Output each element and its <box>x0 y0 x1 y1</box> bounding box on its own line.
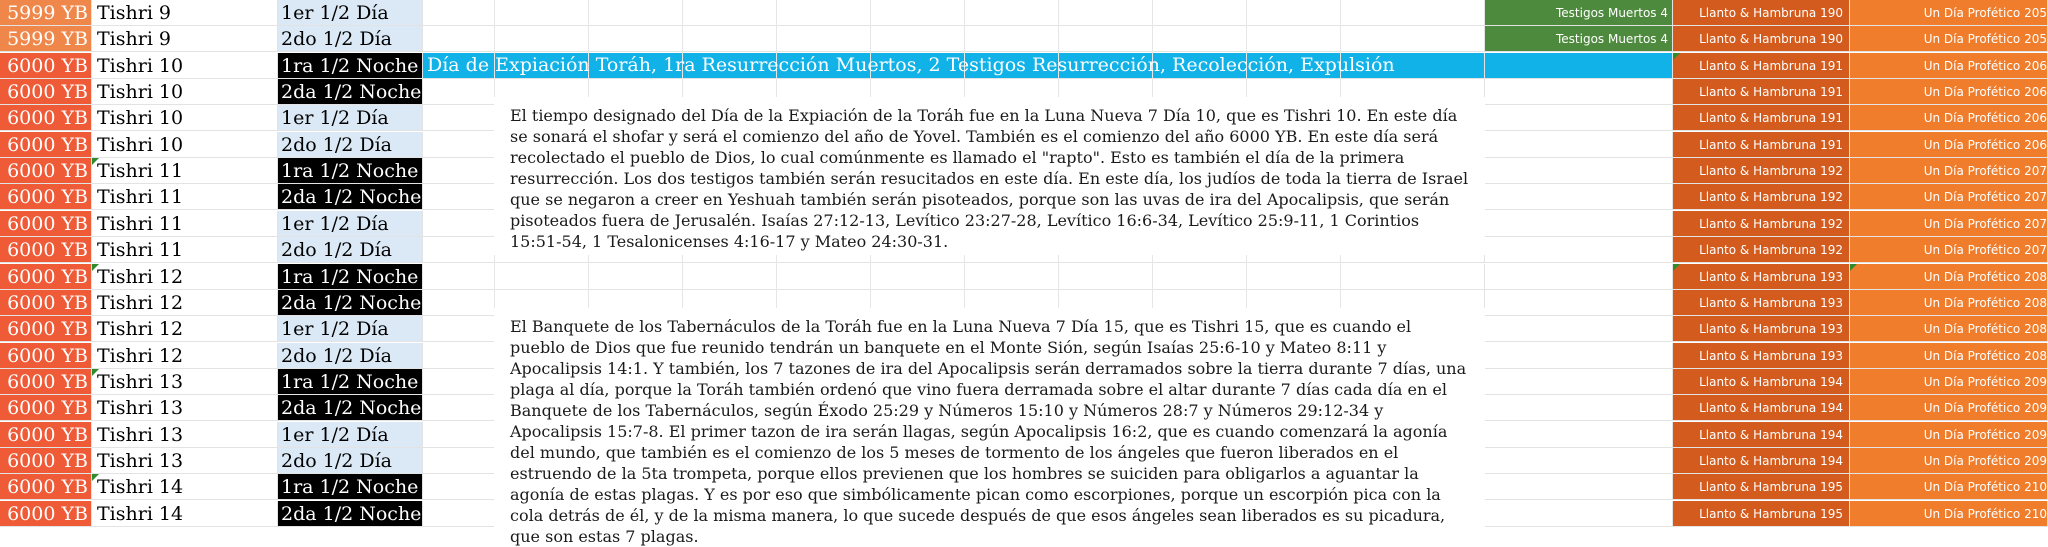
month-cell[interactable]: Tishri 13 <box>92 422 278 448</box>
comment-indicator <box>92 474 99 481</box>
month-cell[interactable]: Tishri 14 <box>92 474 278 500</box>
year-cell[interactable]: 6000 YB <box>0 395 92 421</box>
half-day-cell[interactable]: 2do 1/2 Día <box>278 237 423 263</box>
dia-profetico-cell[interactable]: Un Día Profético 207 <box>1850 237 2048 263</box>
dia-profetico-cell[interactable]: Un Día Profético 209 <box>1850 448 2048 474</box>
llanto-hambruna-cell[interactable]: Llanto & Hambruna 195 <box>1673 501 1850 527</box>
dia-profetico-cell[interactable]: Un Día Profético 206 <box>1850 132 2048 158</box>
month-cell[interactable]: Tishri 13 <box>92 448 278 474</box>
dia-profetico-cell[interactable]: Un Día Profético 207 <box>1850 211 2048 237</box>
year-cell[interactable]: 6000 YB <box>0 211 92 237</box>
testigos-muertos-cell[interactable] <box>1485 474 1673 500</box>
comment-indicator <box>92 264 99 271</box>
half-day-cell[interactable]: 2do 1/2 Día <box>278 132 423 158</box>
half-day-cell[interactable]: 2da 1/2 Noche <box>278 184 423 210</box>
testigos-muertos-cell[interactable] <box>1485 211 1673 237</box>
testigos-muertos-cell[interactable] <box>1485 105 1673 131</box>
half-day-cell[interactable]: 2da 1/2 Noche <box>278 501 423 527</box>
llanto-hambruna-cell[interactable]: Llanto & Hambruna 192 <box>1673 158 1850 184</box>
dia-profetico-cell[interactable]: Un Día Profético 210 <box>1850 501 2048 527</box>
note-expiacion[interactable]: El tiempo designado del Día de la Expiación de la Toráh fue en la Luna Nueva 7 Día 10, que es Tishri 10. En este día se sonará el shofar y será el comienzo del año de Yovel. También es el comienzo del año 6000 YB. En este día será recolectado el pueblo de Dios, lo cual comúnmente es llamado el "rapto". Esto es también el día de la primera resurrección. Los dos testigos también serán resucitados en este día. En este día, los judíos de toda la tierra de Israel que se negaron a creer en Yeshuah también serán pisoteados, porque son las uvas de ira del Apocalipsis, que serán pisoteados fuera de Jerusalén. Isaías 27:12-13, Levítico 23:27-28, Levítico 16:6-34, Levítico 25:9-11, 1 Corintios 15:51-54, 1 Tesalonicenses 4:16-17 y Mateo 24:30-31. <box>494 97 1485 255</box>
testigos-muertos-cell[interactable] <box>1485 395 1673 421</box>
dia-profetico-cell[interactable]: Un Día Profético 206 <box>1850 79 2048 105</box>
llanto-hambruna-cell[interactable]: Llanto & Hambruna 194 <box>1673 422 1850 448</box>
half-day-cell[interactable]: 1er 1/2 Día <box>278 316 423 342</box>
month-cell[interactable]: Tishri 11 <box>92 158 278 184</box>
llanto-hambruna-cell[interactable]: Llanto & Hambruna 190 <box>1673 0 1850 26</box>
comment-indicator <box>92 369 99 376</box>
testigos-muertos-cell[interactable]: Testigos Muertos 4 <box>1485 26 1673 52</box>
dia-profetico-cell[interactable]: Un Día Profético 208 <box>1850 264 2048 290</box>
half-day-cell[interactable]: 2da 1/2 Noche <box>278 395 423 421</box>
testigos-muertos-cell[interactable] <box>1485 448 1673 474</box>
table-row <box>0 264 2048 290</box>
half-day-cell[interactable]: 1ra 1/2 Noche <box>278 53 423 79</box>
empty-cell[interactable] <box>423 26 1485 52</box>
llanto-hambruna-cell[interactable]: Llanto & Hambruna 192 <box>1673 237 1850 263</box>
testigos-muertos-cell[interactable] <box>1485 132 1673 158</box>
testigos-muertos-cell[interactable] <box>1485 501 1673 527</box>
dia-profetico-cell[interactable]: Un Día Profético 210 <box>1850 474 2048 500</box>
half-day-cell[interactable]: 1er 1/2 Día <box>278 0 423 26</box>
month-cell[interactable]: Tishri 13 <box>92 369 278 395</box>
llanto-hambruna-cell[interactable]: Llanto & Hambruna 191 <box>1673 105 1850 131</box>
dia-profetico-cell[interactable]: Un Día Profético 206 <box>1850 105 2048 131</box>
comment-indicator <box>1673 53 1680 60</box>
llanto-hambruna-cell[interactable]: Llanto & Hambruna 191 <box>1673 132 1850 158</box>
half-day-cell[interactable]: 1er 1/2 Día <box>278 105 423 131</box>
dia-profetico-cell[interactable]: Un Día Profético 205 <box>1850 26 2048 52</box>
comment-indicator <box>1673 264 1680 271</box>
dia-profetico-cell[interactable]: Un Día Profético 208 <box>1850 343 2048 369</box>
year-cell[interactable]: 5999 YB <box>0 26 92 52</box>
half-day-cell[interactable]: 2do 1/2 Día <box>278 448 423 474</box>
year-cell[interactable]: 6000 YB <box>0 422 92 448</box>
year-cell[interactable]: 6000 YB <box>0 79 92 105</box>
llanto-hambruna-cell[interactable]: Llanto & Hambruna 193 <box>1673 316 1850 342</box>
half-day-cell[interactable]: 2do 1/2 Día <box>278 343 423 369</box>
dia-profetico-cell[interactable]: Un Día Profético 209 <box>1850 422 2048 448</box>
dia-profetico-cell[interactable]: Un Día Profético 205 <box>1850 0 2048 26</box>
year-cell[interactable]: 6000 YB <box>0 105 92 131</box>
dia-profetico-cell[interactable]: Un Día Profético 209 <box>1850 369 2048 395</box>
half-day-cell[interactable]: 1ra 1/2 Noche <box>278 369 423 395</box>
year-cell[interactable]: 6000 YB <box>0 343 92 369</box>
llanto-hambruna-cell[interactable]: Llanto & Hambruna 194 <box>1673 448 1850 474</box>
year-cell[interactable]: 6000 YB <box>0 316 92 342</box>
llanto-hambruna-cell[interactable]: Llanto & Hambruna 193 <box>1673 290 1850 316</box>
dia-profetico-cell[interactable]: Un Día Profético 206 <box>1850 53 2048 79</box>
month-cell[interactable]: Tishri 12 <box>92 343 278 369</box>
testigos-muertos-cell[interactable] <box>1485 369 1673 395</box>
dia-profetico-cell[interactable]: Un Día Profético 209 <box>1850 395 2048 421</box>
empty-cell[interactable] <box>423 0 1485 26</box>
testigos-muertos-cell[interactable] <box>1485 237 1673 263</box>
comment-indicator <box>92 158 99 165</box>
dia-profetico-cell[interactable]: Un Día Profético 208 <box>1850 290 2048 316</box>
year-cell[interactable]: 6000 YB <box>0 369 92 395</box>
testigos-muertos-cell[interactable] <box>1485 184 1673 210</box>
year-cell[interactable]: 6000 YB <box>0 53 92 79</box>
comment-indicator <box>1850 264 1857 271</box>
month-cell[interactable]: Tishri 9 <box>92 26 278 52</box>
testigos-muertos-cell[interactable] <box>1485 343 1673 369</box>
llanto-hambruna-cell[interactable]: Llanto & Hambruna 191 <box>1673 53 1850 79</box>
month-cell[interactable]: Tishri 13 <box>92 395 278 421</box>
month-cell[interactable]: Tishri 12 <box>92 290 278 316</box>
testigos-muertos-cell[interactable] <box>1485 158 1673 184</box>
dia-profetico-cell[interactable]: Un Día Profético 207 <box>1850 184 2048 210</box>
table-row <box>0 26 2048 52</box>
testigos-muertos-cell[interactable] <box>1485 264 1673 290</box>
month-cell[interactable]: Tishri 11 <box>92 237 278 263</box>
month-cell[interactable]: Tishri 10 <box>92 105 278 131</box>
year-cell[interactable]: 6000 YB <box>0 264 92 290</box>
half-day-cell[interactable]: 1er 1/2 Día <box>278 211 423 237</box>
dia-profetico-cell[interactable]: Un Día Profético 208 <box>1850 316 2048 342</box>
half-day-cell[interactable]: 1ra 1/2 Noche <box>278 264 423 290</box>
half-day-cell[interactable]: 2da 1/2 Noche <box>278 79 423 105</box>
year-cell[interactable]: 5999 YB <box>0 0 92 26</box>
year-cell[interactable]: 6000 YB <box>0 290 92 316</box>
month-cell[interactable]: Tishri 10 <box>92 132 278 158</box>
llanto-hambruna-cell[interactable]: Llanto & Hambruna 192 <box>1673 211 1850 237</box>
year-cell[interactable]: 6000 YB <box>0 448 92 474</box>
year-cell[interactable]: 6000 YB <box>0 501 92 527</box>
half-day-cell[interactable]: 1ra 1/2 Noche <box>278 158 423 184</box>
testigos-muertos-cell[interactable]: Testigos Muertos 4 <box>1485 0 1673 26</box>
half-day-cell[interactable]: 2do 1/2 Día <box>278 26 423 52</box>
testigos-muertos-cell[interactable] <box>1485 79 1673 105</box>
year-cell[interactable]: 6000 YB <box>0 132 92 158</box>
half-day-cell[interactable]: 1ra 1/2 Noche <box>278 474 423 500</box>
year-cell[interactable]: 6000 YB <box>0 158 92 184</box>
empty-cell[interactable] <box>423 264 1485 290</box>
testigos-muertos-cell[interactable] <box>1485 316 1673 342</box>
year-cell[interactable]: 6000 YB <box>0 474 92 500</box>
llanto-hambruna-cell[interactable]: Llanto & Hambruna 191 <box>1673 79 1850 105</box>
half-day-cell[interactable]: 2da 1/2 Noche <box>278 290 423 316</box>
llanto-hambruna-cell[interactable]: Llanto & Hambruna 193 <box>1673 343 1850 369</box>
llanto-hambruna-cell[interactable]: Llanto & Hambruna 194 <box>1673 369 1850 395</box>
testigos-muertos-cell[interactable] <box>1485 290 1673 316</box>
llanto-hambruna-cell[interactable]: Llanto & Hambruna 190 <box>1673 26 1850 52</box>
note-tabernaculos[interactable]: El Banquete de los Tabernáculos de la Toráh fue en la Luna Nueva 7 Día 15, que es Tishri 15, que es cuando el pueblo de Dios que fue reunido tendrán un banquete en el Monte Sión, según Isaías 25:6-10 y Mateo 8:11 y Apocalipsis 14:1. Y también, los 7 tazones de ira del Apocalipsis serán derramados sobre la tierra durante 7 días, una plaga al día, porque la Toráh también ordenó que vino fuera derramada sobre el altar durante 7 días cada día en el Banquete de los Tabernáculos, según Éxodo 25:29 y Números 15:10 y Números 28:7 y Números 29:12-34 y Apocalipsis 15:7-8. El primer tazon de ira serán llagas, según Apocalipsis 16:2, que es cuando comenzará la agonía del mundo, que también es el comienzo de los 5 meses de tormento de los ángeles que fueron liberados en el estruendo de la 5ta trompeta, porque ellos previenen que los hombres se suiciden para obligarlos a aguantar la agonía de estas plagas. Y es por eso que simbólicamente pican como escorpiones, porque un escorpión pica con la cola detrás de él, y de la misma manera, lo que sucede después de que esos ángeles sean liberados es su picadura, que son estas 7 plagas. <box>494 308 1485 527</box>
llanto-hambruna-cell[interactable]: Llanto & Hambruna 192 <box>1673 184 1850 210</box>
month-cell[interactable]: Tishri 11 <box>92 211 278 237</box>
month-cell[interactable]: Tishri 10 <box>92 53 278 79</box>
month-cell[interactable]: Tishri 14 <box>92 501 278 527</box>
testigos-muertos-cell[interactable] <box>1485 422 1673 448</box>
llanto-hambruna-cell[interactable]: Llanto & Hambruna 195 <box>1673 474 1850 500</box>
month-cell[interactable]: Tishri 9 <box>92 0 278 26</box>
month-cell[interactable]: Tishri 12 <box>92 264 278 290</box>
month-cell[interactable]: Tishri 10 <box>92 79 278 105</box>
month-cell[interactable]: Tishri 11 <box>92 184 278 210</box>
llanto-hambruna-cell[interactable]: Llanto & Hambruna 193 <box>1673 264 1850 290</box>
year-cell[interactable]: 6000 YB <box>0 237 92 263</box>
llanto-hambruna-cell[interactable]: Llanto & Hambruna 194 <box>1673 395 1850 421</box>
half-day-cell[interactable]: 1er 1/2 Día <box>278 422 423 448</box>
year-cell[interactable]: 6000 YB <box>0 184 92 210</box>
dia-profetico-cell[interactable]: Un Día Profético 207 <box>1850 158 2048 184</box>
table-row <box>0 0 2048 26</box>
month-cell[interactable]: Tishri 12 <box>92 316 278 342</box>
event-banner[interactable]: Día de Expiación Toráh, 1ra Resurrección Muertos, 2 Testigos Resurrección, Recolección, Expulsión <box>427 54 1395 76</box>
